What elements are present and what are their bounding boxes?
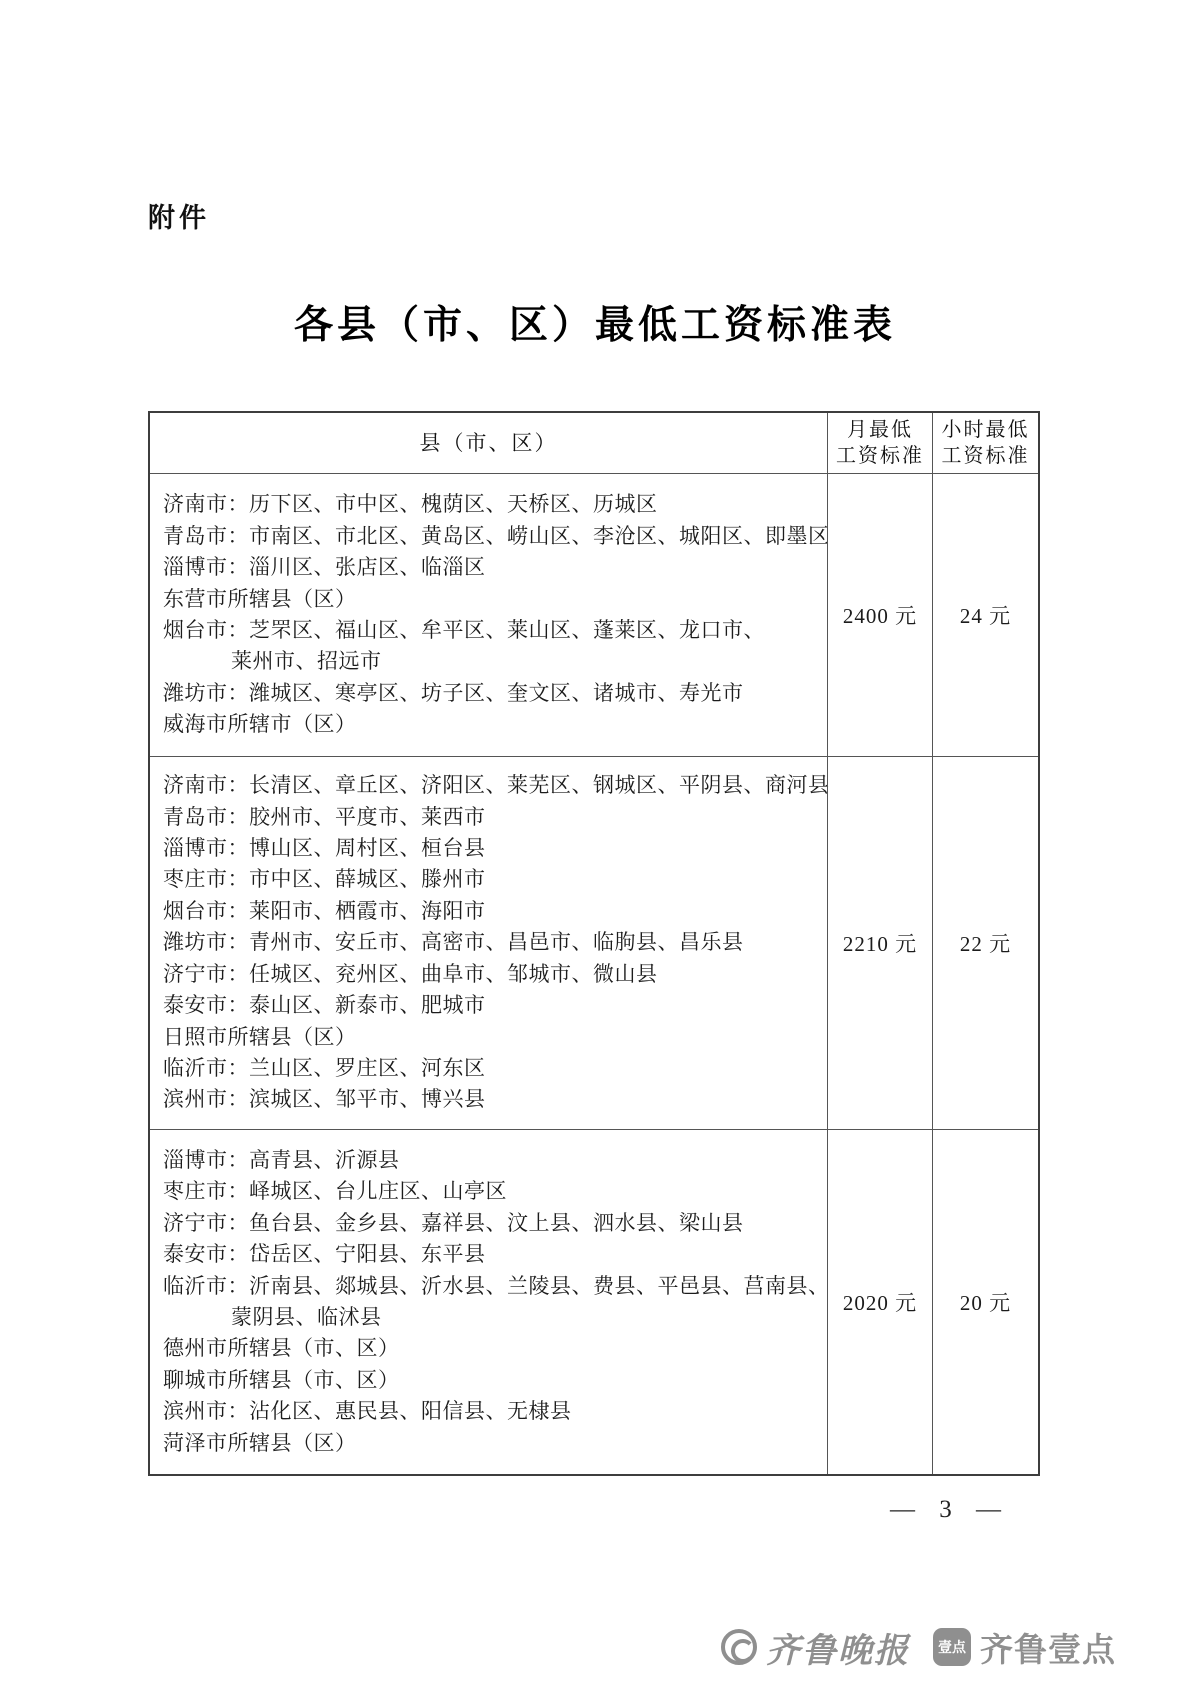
wage-tier-row: [150, 757, 1038, 1130]
region-line: 青岛市：市南区、市北区、黄岛区、崂山区、李沧区、城阳区、即墨区: [163, 523, 830, 548]
region-list-cell: [150, 757, 830, 1129]
wage-tier-row: [150, 474, 1038, 757]
region-line: 枣庄市：峄城区、台儿庄区、山亭区: [163, 1179, 507, 1204]
region-line: 潍坊市：青州市、安丘市、高密市、昌邑市、临朐县、昌乐县: [163, 930, 744, 955]
qilu-evening-news-logo-icon: [721, 1629, 757, 1665]
region-line: 济南市：长清区、章丘区、济阳区、莱芜区、钢城区、平阴县、商河县: [163, 773, 830, 798]
page-number: — 3 —: [890, 1496, 1002, 1523]
region-line: 日照市所辖县（区）: [163, 1024, 357, 1049]
newspaper-name: 齐鲁晚报: [766, 1632, 910, 1670]
header-monthly-line1: 月最低: [847, 419, 913, 441]
region-line: 青岛市：胶州市、平度市、莱西市: [163, 804, 486, 829]
region-line: 威海市所辖市（区）: [163, 712, 357, 737]
region-line: 淄博市：淄川区、张店区、临淄区: [163, 555, 486, 580]
region-line: 临沂市：沂南县、郯城县、沂水县、兰陵县、费县、平邑县、莒南县、: [163, 1273, 830, 1298]
minimum-wage-table: [148, 411, 1040, 1476]
region-line: 济宁市：任城区、兖州区、曲阜市、邹城市、微山县: [163, 961, 658, 986]
monthly-wage-value: 2020 元: [827, 1130, 932, 1474]
header-hourly-wage-column: [932, 413, 1038, 473]
page-title: 各县（市、区）最低工资标准表: [293, 304, 896, 347]
region-line: 德州市所辖县（市、区）: [163, 1336, 400, 1361]
wage-tier-row: [150, 1130, 1038, 1474]
region-line: 莱州市、招远市: [231, 649, 382, 674]
region-list-cell: [150, 1130, 830, 1474]
region-line: 泰安市：岱岳区、宁阳县、东平县: [163, 1242, 486, 1267]
region-line: 淄博市：高青县、沂源县: [163, 1147, 400, 1172]
region-line: 济宁市：鱼台县、金乡县、嘉祥县、汶上县、泗水县、梁山县: [163, 1210, 744, 1235]
header-hourly-line2: 工资标准: [941, 445, 1030, 467]
region-line: 蒙阴县、临沭县: [231, 1305, 382, 1329]
hourly-wage-value: 24 元: [932, 474, 1038, 756]
table-header-row: [150, 413, 1038, 474]
header-monthly-wage-column: [827, 413, 932, 473]
region-line: 临沂市：兰山区、罗庄区、河东区: [163, 1055, 486, 1080]
region-line: 济南市：历下区、市中区、槐荫区、天桥区、历城区: [163, 492, 658, 517]
region-line: 烟台市：莱阳市、栖霞市、海阳市: [163, 898, 486, 923]
region-line: 滨州市：滨城区、邹平市、博兴县: [163, 1087, 486, 1112]
app-name: 齐鲁壹点: [980, 1630, 1116, 1668]
region-line: 潍坊市：潍城区、寒亭区、坊子区、奎文区、诸城市、寿光市: [163, 680, 744, 705]
app-icon-label: 壹点: [938, 1639, 966, 1655]
header-hourly-line1: 小时最低: [941, 419, 1030, 441]
region-list-cell: [150, 474, 830, 756]
region-line: 菏泽市所辖县（区）: [163, 1430, 357, 1455]
watermark: [721, 1626, 1116, 1668]
region-line: 烟台市：芝罘区、福山区、牟平区、莱山区、蓬莱区、龙口市、: [163, 618, 765, 642]
monthly-wage-value: 2210 元: [827, 757, 932, 1129]
region-line: 聊城市所辖县（市、区）: [163, 1367, 400, 1392]
table-body: [150, 474, 1038, 1474]
region-line: 泰安市：泰山区、新泰市、肥城市: [163, 993, 486, 1018]
hourly-wage-value: 20 元: [932, 1130, 1038, 1474]
region-line: 枣庄市：市中区、薛城区、滕州市: [163, 867, 486, 892]
region-line: 淄博市：博山区、周村区、桓台县: [163, 836, 486, 861]
qilu-yidian-app-icon: [933, 1628, 971, 1666]
region-line: 东营市所辖县（区）: [163, 586, 357, 611]
monthly-wage-value: 2400 元: [827, 474, 932, 756]
header-monthly-line2: 工资标准: [836, 445, 924, 467]
header-region-column: 县（市、区）: [419, 431, 558, 455]
attachment-label: 附件: [148, 203, 210, 233]
region-line: 滨州市：沾化区、惠民县、阳信县、无棣县: [163, 1399, 572, 1424]
hourly-wage-value: 22 元: [932, 757, 1038, 1129]
